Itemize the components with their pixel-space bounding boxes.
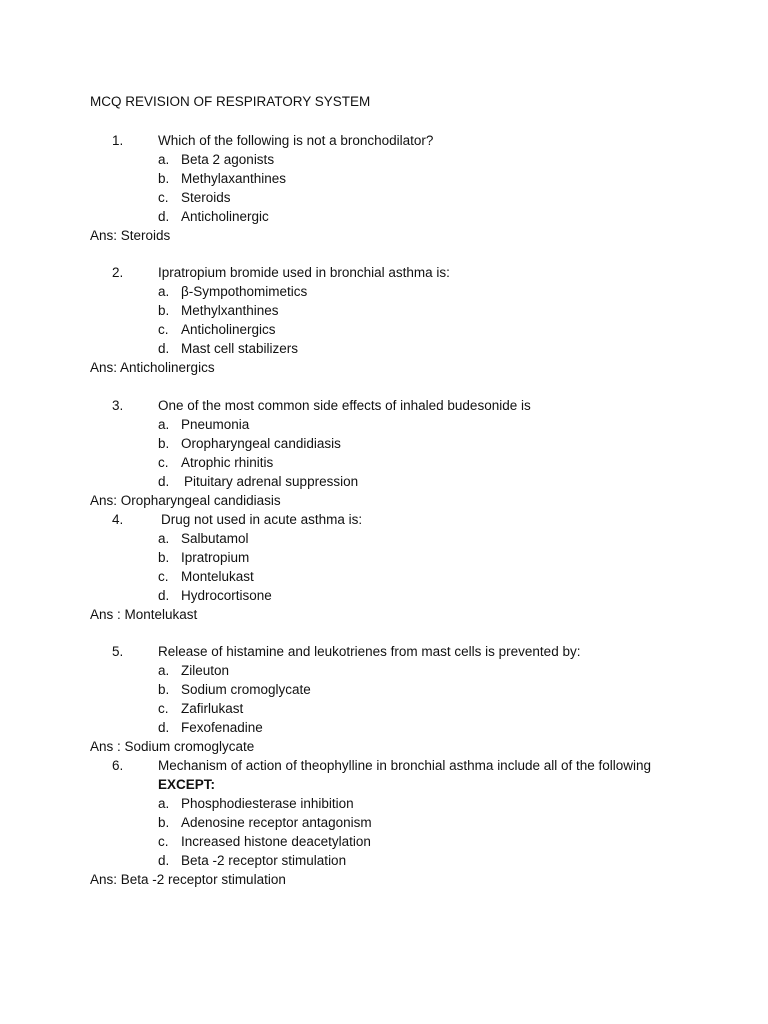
- option-c: [0, 567, 768, 586]
- document-title: MCQ REVISION OF RESPIRATORY SYSTEM: [90, 94, 371, 109]
- option-letter: a.: [158, 663, 170, 678]
- option-letter: a.: [158, 152, 170, 167]
- option-text: Beta 2 agonists: [181, 152, 275, 167]
- option-a: [0, 794, 768, 813]
- option-a: [0, 661, 768, 680]
- option-letter: b.: [158, 682, 170, 697]
- option-text: Hydrocortisone: [181, 588, 272, 603]
- option-text: Zafirlukast: [181, 701, 244, 716]
- question-6: [0, 756, 768, 889]
- answer-line: Ans: Steroids: [90, 228, 171, 243]
- option-letter: d.: [158, 209, 170, 224]
- option-letter: b.: [158, 171, 170, 186]
- option-letter: d.: [158, 853, 170, 868]
- option-letter: c.: [158, 834, 169, 849]
- option-letter: c.: [158, 455, 169, 470]
- option-letter: c.: [158, 569, 169, 584]
- answer-line: Ans: Oropharyngeal candidiasis: [90, 493, 281, 508]
- option-text: Pneumonia: [181, 417, 250, 432]
- question-3: [0, 396, 768, 510]
- question-stem: Drug not used in acute asthma is:: [161, 512, 363, 527]
- question-stem-emphasis: EXCEPT:: [158, 777, 216, 792]
- option-c: [0, 453, 768, 472]
- option-text: Atrophic rhinitis: [181, 455, 274, 470]
- option-d: [0, 339, 768, 358]
- option-letter: a.: [158, 796, 170, 811]
- option-text: Adenosine receptor antagonism: [181, 815, 372, 830]
- option-letter: a.: [158, 417, 170, 432]
- question-stem: Which of the following is not a bronchodilator?: [158, 133, 434, 148]
- option-text: Oropharyngeal candidiasis: [181, 436, 341, 451]
- option-a: [0, 282, 768, 301]
- option-text: Anticholinergic: [181, 209, 269, 224]
- option-letter: b.: [158, 550, 170, 565]
- option-letter: b.: [158, 815, 170, 830]
- option-text: Pituitary adrenal suppression: [184, 474, 359, 489]
- option-letter: b.: [158, 303, 170, 318]
- option-letter: d.: [158, 474, 170, 489]
- option-text: Mast cell stabilizers: [181, 341, 299, 356]
- option-letter: d.: [158, 341, 170, 356]
- option-text: Methylxanthines: [181, 303, 279, 318]
- option-c: [0, 832, 768, 851]
- option-b: [0, 813, 768, 832]
- option-a: [0, 415, 768, 434]
- option-b: [0, 434, 768, 453]
- option-a: [0, 529, 768, 548]
- answer-line: Ans : Sodium cromoglycate: [90, 739, 255, 754]
- question-number: 5.: [112, 644, 124, 659]
- option-d: [0, 851, 768, 870]
- question-number: 6.: [112, 758, 124, 773]
- option-text: Fexofenadine: [181, 720, 263, 735]
- question-4: [0, 510, 768, 624]
- option-text: Methylaxanthines: [181, 171, 287, 186]
- option-text: Zileuton: [181, 663, 230, 678]
- option-letter: a.: [158, 284, 170, 299]
- option-c: [0, 320, 768, 339]
- question-stem: One of the most common side effects of inhaled budesonide is: [158, 398, 531, 413]
- option-letter: a.: [158, 531, 170, 546]
- option-a: [0, 150, 768, 169]
- option-text: Sodium cromoglycate: [181, 682, 311, 697]
- option-letter: c.: [158, 190, 169, 205]
- option-d: [0, 207, 768, 226]
- option-b: [0, 169, 768, 188]
- option-letter: c.: [158, 701, 169, 716]
- option-text: β-Sympothomimetics: [181, 284, 308, 299]
- question-number: 1.: [112, 133, 124, 148]
- option-d: [0, 586, 768, 605]
- question-stem: Ipratropium bromide used in bronchial asthma is:: [158, 265, 450, 280]
- answer-line: Ans : Montelukast: [90, 607, 198, 622]
- option-text: Montelukast: [181, 569, 254, 584]
- option-text: Ipratropium: [181, 550, 250, 565]
- option-c: [0, 188, 768, 207]
- option-text: Steroids: [181, 190, 231, 205]
- option-b: [0, 680, 768, 699]
- option-d: [0, 718, 768, 737]
- option-b: [0, 548, 768, 567]
- question-stem: Mechanism of action of theophylline in bronchial asthma include all of the following: [158, 758, 652, 773]
- option-b: [0, 301, 768, 320]
- option-text: Beta -2 receptor stimulation: [181, 853, 347, 868]
- answer-line: Ans: Anticholinergics: [90, 360, 215, 375]
- question-number: 4.: [112, 512, 124, 527]
- option-c: [0, 699, 768, 718]
- question-number: 3.: [112, 398, 124, 413]
- question-5: [0, 642, 768, 756]
- question-1: [0, 131, 768, 245]
- option-text: Anticholinergics: [181, 322, 276, 337]
- option-text: Increased histone deacetylation: [181, 834, 371, 849]
- option-letter: c.: [158, 322, 169, 337]
- option-letter: d.: [158, 720, 170, 735]
- question-2: [0, 263, 768, 377]
- option-letter: d.: [158, 588, 170, 603]
- option-d: [0, 472, 768, 491]
- question-stem: Release of histamine and leukotrienes from mast cells is prevented by:: [158, 644, 581, 659]
- option-text: Phosphodiesterase inhibition: [181, 796, 354, 811]
- option-letter: b.: [158, 436, 170, 451]
- option-text: Salbutamol: [181, 531, 249, 546]
- question-number: 2.: [112, 265, 124, 280]
- answer-line: Ans: Beta -2 receptor stimulation: [90, 872, 286, 887]
